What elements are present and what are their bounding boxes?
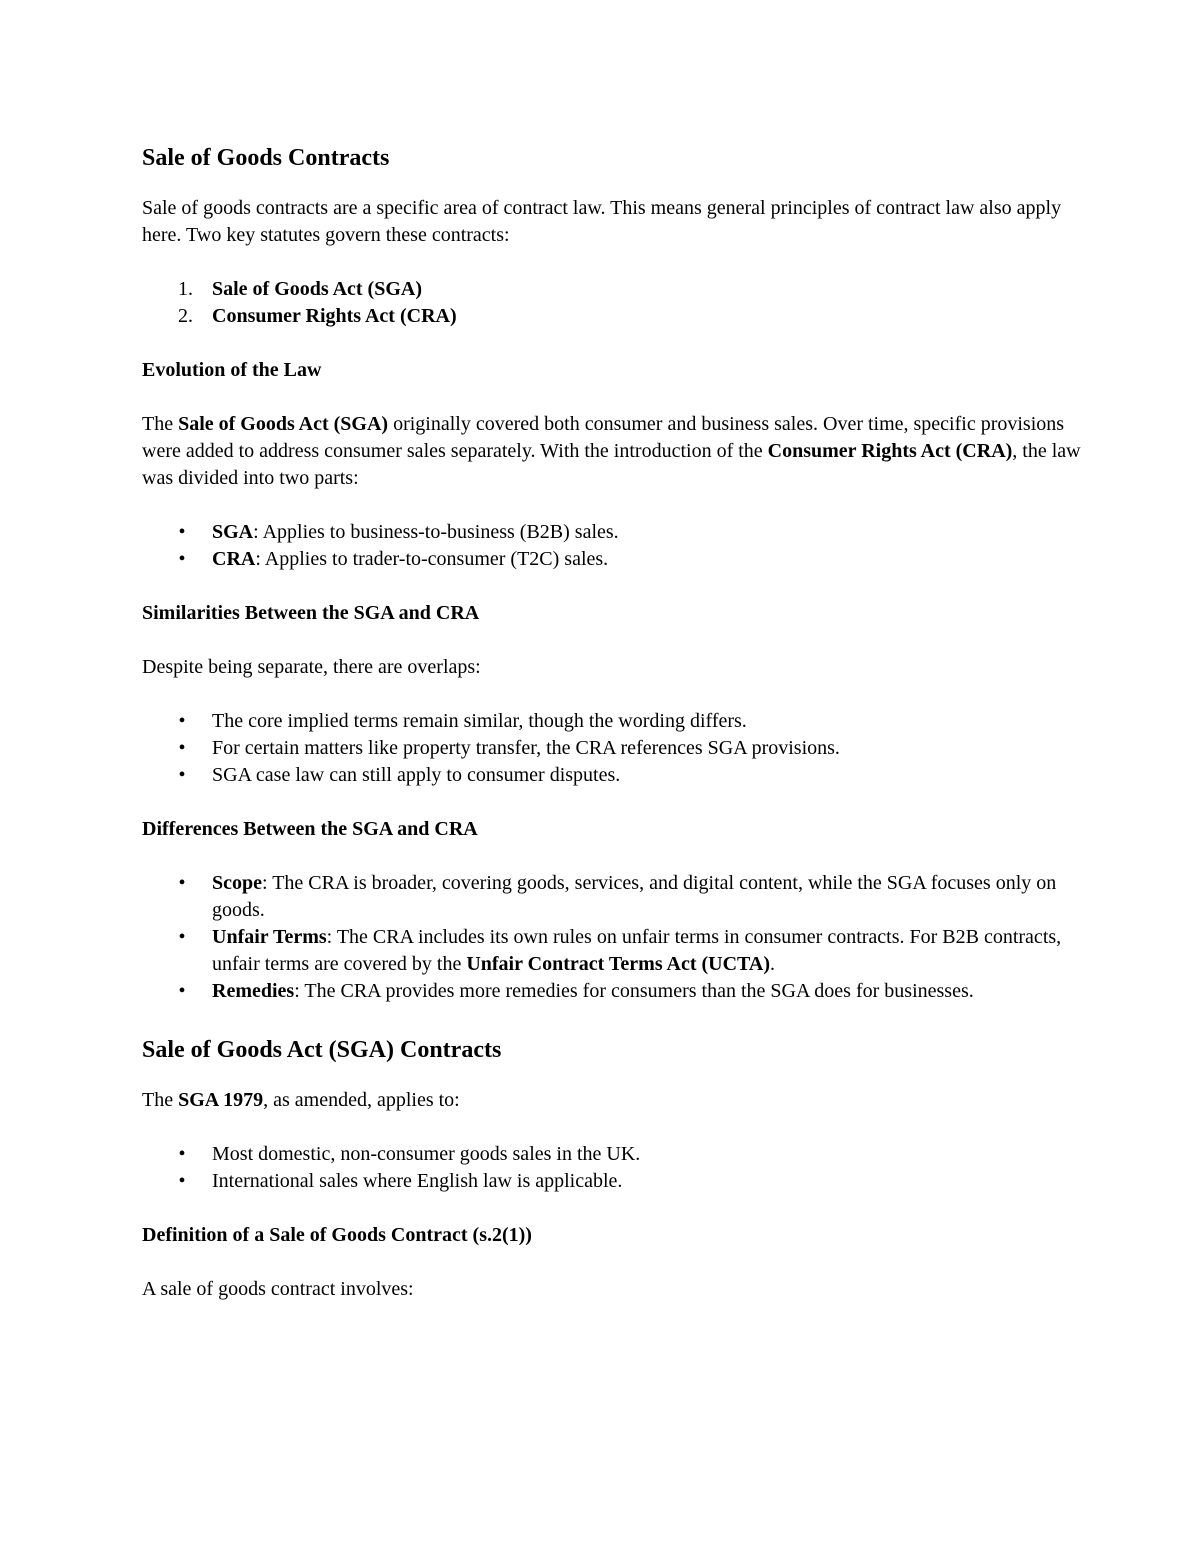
differences-bullets <box>142 870 1082 1005</box>
text-run: : Applies to business-to-business (B2B) sales. <box>253 521 619 543</box>
list-item <box>178 762 1082 789</box>
bold-run: SGA 1979 <box>178 1089 264 1111</box>
text-run: : The CRA provides more remedies for consumers than the SGA does for businesses. <box>294 980 974 1002</box>
list-item <box>178 924 1082 978</box>
list-item <box>178 1168 1082 1195</box>
sga-contracts-bullets <box>142 1141 1082 1195</box>
text-run: : Applies to trader-to-consumer (T2C) sales. <box>255 548 609 570</box>
text-run: , the law was divided into two parts: <box>142 440 1081 489</box>
bullet-icon: • <box>178 926 186 948</box>
list-item <box>178 735 1082 762</box>
list-item <box>178 708 1082 735</box>
text-run: . <box>770 953 775 975</box>
evolution-paragraph <box>142 411 1082 492</box>
list-number: 2. <box>178 305 193 327</box>
text-run: SGA case law can still apply to consumer disputes. <box>212 764 621 786</box>
bold-run: Sale of Goods Act (SGA) <box>178 413 389 435</box>
bullet-icon: • <box>178 872 186 894</box>
list-item <box>178 303 1082 330</box>
section-title-sga-contracts: Sale of Goods Act (SGA) Contracts <box>142 1037 502 1063</box>
intro-paragraph: Sale of goods contracts are a specific area of contract law. This means general principles of contract law also apply here. Two key statutes govern these contracts: <box>142 197 1062 246</box>
bold-run: Unfair Contract Terms Act (UCTA) <box>466 953 770 975</box>
bullet-icon: • <box>178 764 186 786</box>
bold-run: Scope <box>212 872 262 894</box>
statute-label: Consumer Rights Act (CRA) <box>212 305 457 327</box>
list-number: 1. <box>178 278 193 300</box>
section-heading-definition: Definition of a Sale of Goods Contract (s.2(1)) <box>142 1224 532 1246</box>
bullet-icon: • <box>178 521 186 543</box>
bullet-icon: • <box>178 710 186 732</box>
text-run: : The CRA is broader, covering goods, services, and digital content, while the SGA focuses only on goods. <box>212 872 1057 921</box>
bold-run: Unfair Terms <box>212 926 327 948</box>
bullet-icon: • <box>178 548 186 570</box>
bullet-icon: • <box>178 980 186 1002</box>
section-heading-differences: Differences Between the SGA and CRA <box>142 818 478 840</box>
text-run: , as amended, applies to: <box>263 1089 460 1111</box>
list-item <box>178 546 1082 573</box>
bullet-icon: • <box>178 1143 186 1165</box>
statutes-list <box>142 276 1082 330</box>
text-run: The <box>142 1089 179 1111</box>
list-item <box>178 276 1082 303</box>
section-heading-evolution: Evolution of the Law <box>142 359 322 381</box>
list-item <box>178 1141 1082 1168</box>
bullet-icon: • <box>178 1170 186 1192</box>
list-item <box>178 870 1082 924</box>
text-run: originally covered both consumer and business sales. Over time, specific provisions were added to address consumer sales separately. With the introduction of the <box>142 413 1065 462</box>
definition-paragraph: A sale of goods contract involves: <box>142 1278 414 1300</box>
bold-run: Remedies <box>212 980 295 1002</box>
text-run: The core implied terms remain similar, though the wording differs. <box>212 710 747 732</box>
text-run: International sales where English law is applicable. <box>212 1170 623 1192</box>
bullet-icon: • <box>178 737 186 759</box>
section-heading-similarities: Similarities Between the SGA and CRA <box>142 602 480 624</box>
bold-run: CRA <box>212 548 256 570</box>
list-item <box>178 519 1082 546</box>
document-page <box>142 140 1082 1330</box>
page-title: Sale of Goods Contracts <box>142 145 390 171</box>
text-run: Most domestic, non-consumer goods sales in the UK. <box>212 1143 641 1165</box>
evolution-bullets <box>142 519 1082 573</box>
text-run: For certain matters like property transfer, the CRA references SGA provisions. <box>212 737 840 759</box>
sga-contracts-paragraph <box>142 1087 1082 1114</box>
text-run: The <box>142 413 179 435</box>
bold-run: SGA <box>212 521 254 543</box>
similarities-bullets <box>142 708 1082 789</box>
similarities-intro: Despite being separate, there are overlaps: <box>142 656 481 678</box>
bold-run: Consumer Rights Act (CRA) <box>767 440 1013 462</box>
text-run: : The CRA includes its own rules on unfair terms in consumer contracts. For B2B contracts, unfair terms are covered by the <box>212 926 1062 975</box>
statute-label: Sale of Goods Act (SGA) <box>212 278 422 300</box>
list-item <box>178 978 1082 1005</box>
